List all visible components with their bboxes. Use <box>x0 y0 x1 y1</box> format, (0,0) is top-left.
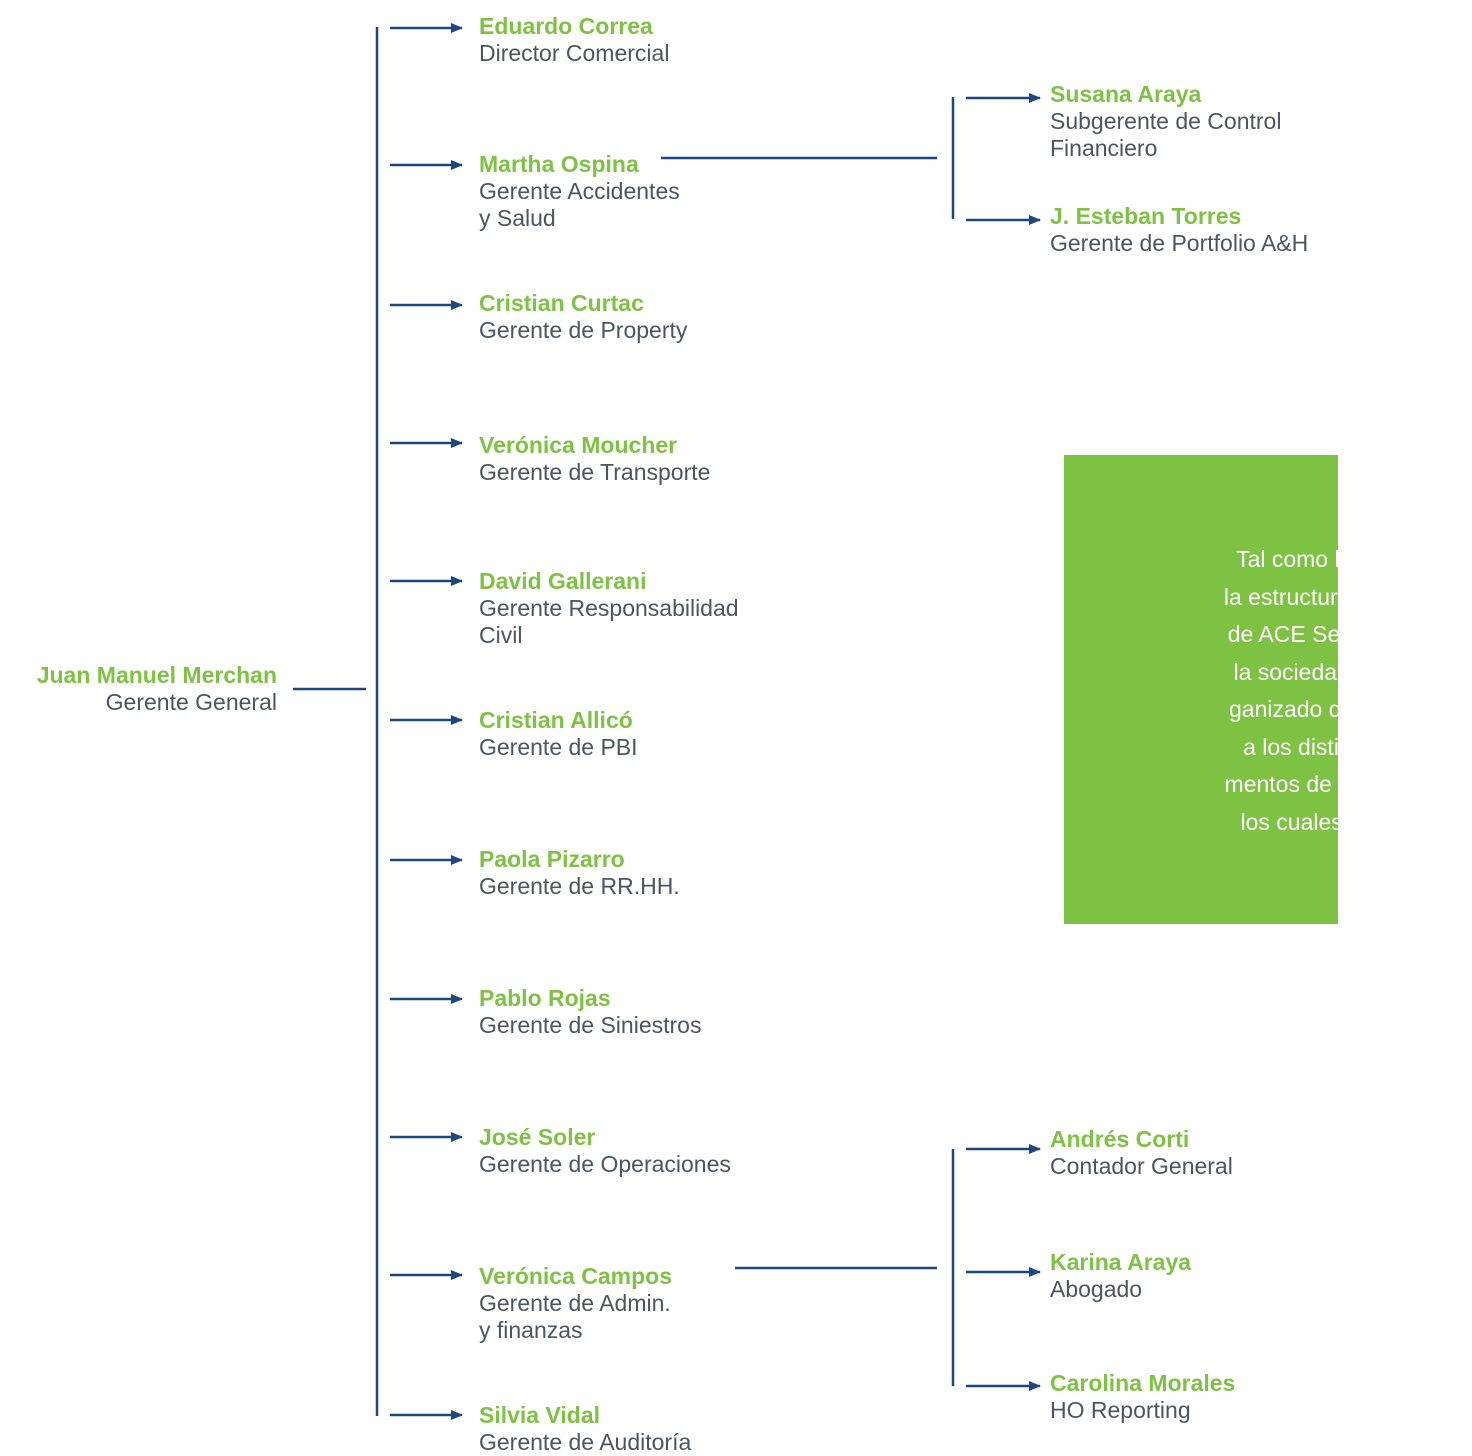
node-role: Gerente de PBI <box>479 734 638 760</box>
node-name: Pablo Rojas <box>479 985 611 1011</box>
node-name: Carolina Morales <box>1050 1370 1236 1396</box>
node-veronica-moucher <box>479 432 710 486</box>
node-cristian-curtac <box>479 290 687 344</box>
root-role: Gerente General <box>105 689 277 715</box>
node-david-gallerani <box>479 568 739 649</box>
node-susana-araya <box>1050 81 1281 162</box>
node-silvia-vidal <box>479 1402 691 1456</box>
node-root <box>37 662 277 716</box>
node-karina-araya <box>1050 1249 1191 1303</box>
node-name: José Soler <box>479 1124 596 1150</box>
node-role: Director Comercial <box>479 40 670 66</box>
node-jose-soler <box>479 1124 731 1178</box>
node-role: Gerente de Auditoría <box>479 1429 692 1455</box>
node-name: Eduardo Correa <box>479 13 653 39</box>
node-paola-pizarro <box>479 846 680 900</box>
node-name: Verónica Moucher <box>479 432 678 458</box>
node-martha-ospina <box>479 151 680 232</box>
node-eduardo-correa <box>479 13 669 67</box>
node-carolina-morales <box>1050 1370 1235 1424</box>
root-name: Juan Manuel Merchan <box>36 662 277 688</box>
node-esteban-torres <box>1050 203 1308 257</box>
node-name: Martha Ospina <box>479 151 639 177</box>
node-role: Contador General <box>1050 1153 1233 1179</box>
node-name: Cristian Allicó <box>479 707 633 733</box>
node-name: Cristian Curtac <box>479 290 644 316</box>
node-name: J. Esteban Torres <box>1050 203 1242 229</box>
node-veronica-campos <box>479 1263 672 1344</box>
node-role: Gerente de Property <box>479 317 688 343</box>
node-name: Verónica Campos <box>479 1263 673 1289</box>
node-name: Paola Pizarro <box>479 846 625 872</box>
node-role: Abogado <box>1050 1276 1143 1302</box>
node-name: Silvia Vidal <box>479 1402 601 1428</box>
node-name: Karina Araya <box>1050 1249 1192 1275</box>
node-role: Gerente de Operaciones <box>479 1151 731 1177</box>
node-name: Andrés Corti <box>1050 1126 1190 1152</box>
node-name: Susana Araya <box>1050 81 1202 107</box>
node-role: Gerente de Portfolio A&H <box>1050 230 1309 256</box>
node-role: Gerente de Siniestros <box>479 1012 702 1038</box>
node-name: David Gallerani <box>479 568 647 594</box>
node-cristian-allico <box>479 707 638 761</box>
info-note-text: Tal como lo m la estructura ger de ACE Seguro la sociedad se ganizado de ac a los distinto mentos de merc los cuales se <box>1223 546 1391 835</box>
info-note-box <box>1064 455 1391 924</box>
node-role: Gerente de Transporte <box>479 459 711 485</box>
node-pablo-rojas <box>479 985 701 1039</box>
node-role: Gerente de RR.HH. <box>479 873 680 899</box>
node-role: Gerente Responsabilidad Civil <box>479 595 739 648</box>
node-andres-corti <box>1050 1126 1233 1180</box>
node-role: HO Reporting <box>1050 1397 1191 1423</box>
node-role: Gerente Accidentes y Salud <box>479 178 680 231</box>
node-role: Gerente de Admin. y finanzas <box>479 1290 671 1343</box>
node-role: Subgerente de Control Financiero <box>1050 108 1282 161</box>
